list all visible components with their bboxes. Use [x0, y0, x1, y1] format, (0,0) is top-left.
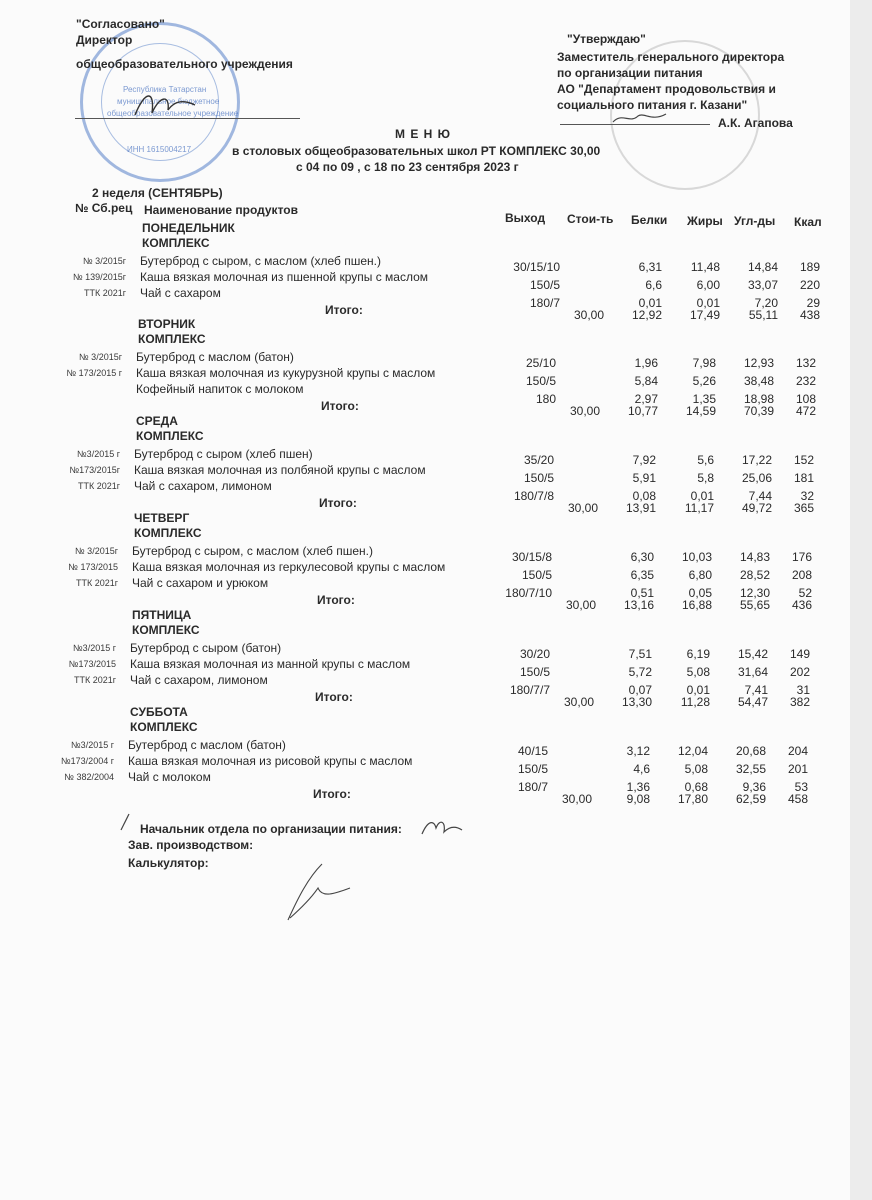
dish-protein: 4,6	[633, 762, 650, 776]
menu-subtitle: в столовых общеобразовательных школ РТ КОМПЛЕКС 30,00	[232, 144, 601, 158]
dish-name: Бутерброд с сыром (хлеб пшен)	[134, 447, 313, 461]
col-cost: Стои-ть	[567, 212, 614, 226]
dish-output: 150/5	[523, 471, 554, 485]
dish-carb: 12,93	[743, 356, 774, 370]
day-heading: СУББОТА	[130, 705, 188, 719]
signature-footer-large-icon	[278, 858, 358, 928]
dish-carb: 17,22	[741, 453, 772, 467]
dish-output: 30/20	[519, 647, 550, 661]
dish-output: 35/20	[523, 453, 554, 467]
total-kcal: 365	[793, 501, 814, 515]
total-label: Итого:	[315, 690, 353, 704]
day-heading: ПЯТНИЦА	[132, 608, 192, 622]
dish-output: 150/5	[529, 278, 560, 292]
col-recipe: № Сб.рец	[75, 201, 133, 215]
recipe-code: № 173/2015 г	[66, 368, 122, 378]
total-fat: 11,17	[684, 501, 714, 515]
approval-left-title: "Согласовано"	[76, 17, 165, 31]
total-carb: 62,59	[735, 792, 766, 806]
dish-fat: 5,08	[684, 762, 708, 776]
dish-protein: 6,35	[630, 568, 654, 582]
dish-protein: 6,6	[645, 278, 662, 292]
total-fat: 14,59	[685, 404, 716, 418]
dish-name: Бутерброд с сыром, с маслом (хлеб пшен.)	[132, 544, 373, 558]
total-kcal: 382	[789, 695, 810, 709]
recipe-code: №173/2015г	[69, 465, 120, 475]
dish-protein: 6,30	[630, 550, 654, 564]
dish-protein: 1,96	[634, 356, 658, 370]
footer-production-manager: Зав. производством:	[128, 838, 254, 852]
recipe-code: №173/2015	[68, 659, 116, 669]
dish-carb: 25,06	[741, 471, 772, 485]
approval-right-role: Заместитель генерального директора	[557, 50, 785, 64]
dish-name: Чай с молоком	[128, 770, 211, 784]
dish-kcal: 29	[806, 296, 820, 310]
signature-left-icon	[130, 85, 200, 125]
recipe-code: № 3/2015г	[83, 256, 126, 266]
dish-protein: 0,07	[628, 683, 652, 697]
footer-head-of-dept: Начальник отдела по организации питания:	[140, 822, 402, 836]
dish-carb: 7,41	[744, 683, 768, 697]
dish-output: 30/15/8	[511, 550, 552, 564]
total-protein: 13,91	[625, 501, 656, 515]
dish-fat: 5,26	[692, 374, 716, 388]
dish-kcal: 149	[789, 647, 810, 661]
recipe-code: № 3/2015г	[79, 352, 122, 362]
dish-kcal: 31	[796, 683, 810, 697]
dish-fat: 7,98	[692, 356, 716, 370]
approval-left-org: общеобразовательного учреждения	[76, 57, 293, 71]
dish-carb: 33,07	[747, 278, 778, 292]
dish-protein: 5,91	[632, 471, 656, 485]
total-cost: 30,00	[561, 792, 592, 806]
total-cost: 30,00	[565, 598, 596, 612]
dish-protein: 0,51	[630, 586, 654, 600]
dish-fat: 11,48	[690, 260, 720, 274]
dish-output: 180/7	[517, 780, 548, 794]
dish-fat: 6,19	[686, 647, 710, 661]
day-heading: ЧЕТВЕРГ	[134, 511, 190, 525]
dish-protein: 5,72	[628, 665, 652, 679]
total-kcal: 436	[791, 598, 812, 612]
footer-tick-icon	[118, 812, 132, 832]
recipe-code: № 382/2004	[64, 772, 114, 782]
day-heading: ВТОРНИК	[138, 317, 196, 331]
dish-output: 150/5	[521, 568, 552, 582]
total-fat: 11,28	[680, 695, 710, 709]
dish-protein: 1,36	[626, 780, 650, 794]
approval-left-role: Директор	[76, 33, 133, 47]
footer-calculator: Калькулятор:	[128, 856, 209, 870]
dish-kcal: 108	[795, 392, 816, 406]
dish-kcal: 176	[791, 550, 812, 564]
complex-heading: КОМПЛЕКС	[142, 236, 210, 250]
approval-right-signer: А.К. Агапова	[718, 116, 793, 130]
dish-name: Чай с сахаром, лимоном	[130, 673, 268, 687]
dish-protein: 7,51	[628, 647, 652, 661]
dish-fat: 0,01	[686, 683, 710, 697]
recipe-code: ТТК 2021г	[83, 288, 126, 298]
approval-right-title: "Утверждаю"	[567, 32, 646, 46]
total-protein: 9,08	[626, 792, 650, 806]
complex-heading: КОМПЛЕКС	[132, 623, 200, 637]
dish-kcal: 53	[794, 780, 808, 794]
complex-heading: КОМПЛЕКС	[134, 526, 202, 540]
total-protein: 13,16	[623, 598, 654, 612]
dish-carb: 9,36	[742, 780, 766, 794]
dish-fat: 0,01	[696, 296, 720, 310]
recipe-code: № 3/2015г	[75, 546, 118, 556]
total-cost: 30,00	[569, 404, 600, 418]
total-kcal: 472	[795, 404, 816, 418]
dish-carb: 31,64	[737, 665, 768, 679]
recipe-code: №3/2015 г	[77, 449, 120, 459]
dish-carb: 7,20	[754, 296, 778, 310]
dish-output: 30/15/10	[513, 260, 560, 274]
dish-fat: 0,05	[688, 586, 712, 600]
dish-fat: 0,68	[684, 780, 708, 794]
dish-protein: 0,08	[632, 489, 656, 503]
col-output: Выход	[505, 211, 546, 225]
menu-title: М Е Н Ю	[395, 127, 452, 141]
total-carb: 70,39	[743, 404, 774, 418]
dish-output: 180/7/8	[513, 489, 554, 503]
dish-name: Бутерброд с сыром, с маслом (хлеб пшен.)	[140, 254, 381, 268]
recipe-code: ТТК 2021г	[73, 675, 116, 685]
dish-fat: 1,35	[692, 392, 716, 406]
total-carb: 55,11	[748, 308, 778, 322]
total-fat: 17,49	[689, 308, 720, 322]
recipe-code: №173/2004 г	[61, 756, 114, 766]
dish-output: 180/7	[529, 296, 560, 310]
total-label: Итого:	[321, 399, 359, 413]
dish-protein: 6,31	[638, 260, 662, 274]
dish-kcal: 220	[799, 278, 820, 292]
dish-carb: 18,98	[743, 392, 774, 406]
total-kcal: 438	[799, 308, 820, 322]
dish-name: Бутерброд с сыром (батон)	[130, 641, 282, 655]
dish-name: Чай с сахаром, лимоном	[134, 479, 272, 493]
dish-name: Бутерброд с маслом (батон)	[136, 350, 294, 364]
total-carb: 54,47	[737, 695, 768, 709]
total-label: Итого:	[325, 303, 363, 317]
dish-carb: 38,48	[743, 374, 774, 388]
recipe-code: №3/2015 г	[71, 740, 114, 750]
dish-name: Чай с сахаром	[140, 286, 221, 300]
total-fat: 17,80	[677, 792, 708, 806]
menu-period: с 04 по 09 , с 18 по 23 сентября 2023 г	[296, 160, 519, 174]
dish-protein: 5,84	[634, 374, 658, 388]
day-heading: СРЕДА	[136, 414, 178, 428]
dish-fat: 5,8	[697, 471, 714, 485]
dish-kcal: 208	[791, 568, 812, 582]
total-cost: 30,00	[573, 308, 604, 322]
col-carb: Угл-ды	[734, 214, 776, 228]
dish-carb: 7,44	[748, 489, 772, 503]
total-label: Итого:	[319, 496, 357, 510]
dish-protein: 2,97	[634, 392, 658, 406]
total-carb: 49,72	[741, 501, 772, 515]
dish-name: Бутерброд с маслом (батон)	[128, 738, 286, 752]
recipe-code: №3/2015 г	[73, 643, 116, 653]
recipe-code: № 139/2015г	[73, 272, 126, 282]
dish-kcal: 32	[800, 489, 814, 503]
dish-name: Каша вязкая молочная из пшенной крупы с маслом	[140, 270, 429, 284]
page-edge-shadow	[850, 0, 872, 1200]
dish-fat: 12,04	[677, 744, 708, 758]
day-heading: ПОНЕДЕЛЬНИК	[142, 221, 235, 235]
approval-right-org: АО "Департамент продовольствия и	[557, 82, 776, 96]
dish-output: 150/5	[519, 665, 550, 679]
recipe-code: ТТК 2021г	[75, 578, 118, 588]
total-kcal: 458	[787, 792, 808, 806]
dish-name: Каша вязкая молочная из рисовой крупы с маслом	[128, 754, 413, 768]
dish-name: Каша вязкая молочная из полбяной крупы с маслом	[134, 463, 426, 477]
col-kcal: Ккал	[794, 215, 822, 229]
dish-carb: 32,55	[735, 762, 766, 776]
dish-kcal: 189	[799, 260, 820, 274]
recipe-code: ТТК 2021г	[77, 481, 120, 491]
dish-carb: 20,68	[735, 744, 766, 758]
dish-name: Каша вязкая молочная из геркулесовой крупы с маслом	[132, 560, 446, 574]
dish-protein: 7,92	[632, 453, 656, 467]
dish-kcal: 204	[787, 744, 808, 758]
dish-output: 40/15	[517, 744, 548, 758]
complex-heading: КОМПЛЕКС	[136, 429, 204, 443]
dish-carb: 14,84	[747, 260, 778, 274]
dish-kcal: 52	[798, 586, 812, 600]
col-fat: Жиры	[687, 214, 723, 228]
total-label: Итого:	[317, 593, 355, 607]
dish-protein: 3,12	[626, 744, 650, 758]
dish-output: 180/7/10	[505, 586, 552, 600]
total-label: Итого:	[313, 787, 351, 801]
col-name: Наименование продуктов	[144, 203, 298, 217]
complex-heading: КОМПЛЕКС	[138, 332, 206, 346]
dish-kcal: 202	[789, 665, 810, 679]
dish-protein: 0,01	[638, 296, 662, 310]
dish-name: Кофейный напиток с молоком	[136, 382, 304, 396]
signature-right-icon	[610, 108, 670, 128]
dish-name: Каша вязкая молочная из манной крупы с маслом	[130, 657, 411, 671]
dish-carb: 15,42	[737, 647, 768, 661]
dish-output: 180	[535, 392, 556, 406]
dish-fat: 5,6	[697, 453, 714, 467]
dish-fat: 0,01	[690, 489, 714, 503]
signature-footer-small-icon	[418, 814, 464, 842]
dish-fat: 5,08	[686, 665, 710, 679]
dish-carb: 28,52	[739, 568, 770, 582]
total-protein: 13,30	[621, 695, 652, 709]
round-seal-stamp: Республика Татарстан муниципальное бюджетное общеобразовательное учреждение ИНН 1615004217	[80, 22, 240, 182]
total-fat: 16,88	[681, 598, 712, 612]
dish-carb: 14,83	[739, 550, 770, 564]
dish-kcal: 201	[787, 762, 808, 776]
dish-kcal: 181	[793, 471, 814, 485]
recipe-code: № 173/2015	[68, 562, 118, 572]
dish-kcal: 152	[793, 453, 814, 467]
total-carb: 55,65	[739, 598, 770, 612]
dish-fat: 6,80	[688, 568, 712, 582]
dish-output: 150/5	[517, 762, 548, 776]
complex-heading: КОМПЛЕКС	[130, 720, 198, 734]
dish-fat: 10,03	[681, 550, 712, 564]
dish-kcal: 232	[795, 374, 816, 388]
dish-output: 180/7/7	[509, 683, 550, 697]
week-label: 2 неделя (СЕНТЯБРЬ)	[92, 186, 223, 200]
total-protein: 10,77	[627, 404, 658, 418]
dish-carb: 12,30	[739, 586, 770, 600]
dish-output: 150/5	[525, 374, 556, 388]
dish-name: Чай с сахаром и урюком	[132, 576, 269, 590]
dish-output: 25/10	[525, 356, 556, 370]
dish-name: Каша вязкая молочная из кукурузной крупы с маслом	[136, 366, 436, 380]
total-protein: 12,92	[631, 308, 662, 322]
total-cost: 30,00	[563, 695, 594, 709]
approval-right-org2: социального питания г. Казани"	[557, 98, 748, 112]
dish-kcal: 132	[795, 356, 816, 370]
col-protein: Белки	[631, 213, 668, 227]
approval-right-dept: по организации питания	[557, 66, 703, 80]
total-cost: 30,00	[567, 501, 598, 515]
dish-fat: 6,00	[696, 278, 720, 292]
